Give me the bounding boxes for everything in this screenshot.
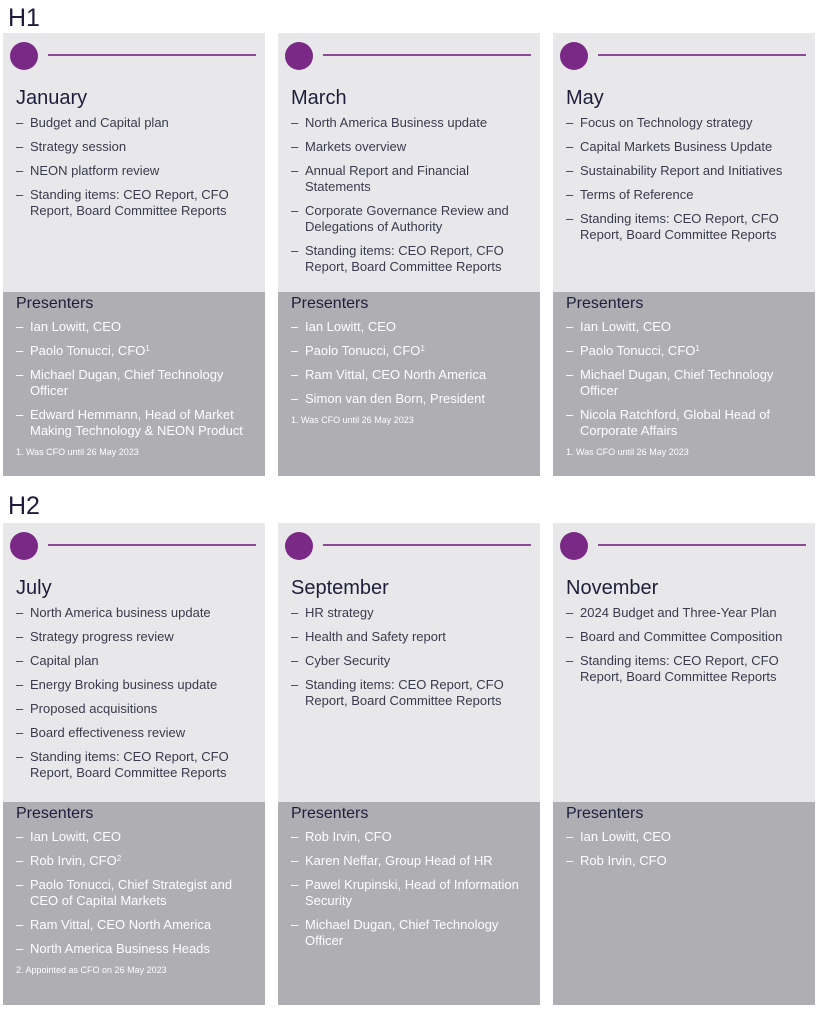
presenter-item xyxy=(291,319,528,335)
divider xyxy=(323,54,531,56)
month-title: November xyxy=(566,577,659,599)
presenter-item xyxy=(291,829,528,845)
presenters-heading: Presenters xyxy=(16,805,94,822)
presenter-name: Ian Lowitt, CEO xyxy=(30,829,122,844)
presenters-heading: Presenters xyxy=(16,295,94,312)
month-title: March xyxy=(291,87,347,109)
agenda-item: – Standing items: CEO Report, CFO Report, Board Committee Reports xyxy=(566,653,805,685)
presenters-list xyxy=(16,319,253,439)
presenter-name: Nicola Ratchford, Global Head of Corporate Affairs xyxy=(580,407,771,438)
presenters-panel xyxy=(3,292,265,476)
presenter-item xyxy=(291,917,528,949)
agenda-item: – Focus on Technology strategy xyxy=(566,115,805,131)
agenda-item: – Energy Broking business update xyxy=(16,677,255,693)
footnote: 1. Was CFO until 26 May 2023 xyxy=(16,447,139,457)
circle-icon xyxy=(560,42,588,70)
presenter-name: Ian Lowitt, CEO xyxy=(580,319,672,334)
agenda-item: – NEON platform review xyxy=(16,163,255,179)
agenda-item: – Sustainability Report and Initiatives xyxy=(566,163,805,179)
month-card xyxy=(3,33,265,476)
agenda-item: – Standing items: CEO Report, CFO Report, Board Committee Reports xyxy=(291,677,530,709)
agenda-list xyxy=(16,605,255,789)
agenda-item: – North America Business update xyxy=(291,115,530,131)
agenda-panel xyxy=(3,523,265,802)
circle-icon xyxy=(285,532,313,560)
presenter-item xyxy=(566,367,803,399)
presenter-name: Ian Lowitt, CEO xyxy=(580,829,672,844)
presenter-name: Ian Lowitt, CEO xyxy=(30,319,122,334)
presenters-list xyxy=(566,319,803,439)
presenter-item xyxy=(566,343,803,359)
presenter-item xyxy=(16,343,253,359)
presenter-name: Paolo Tonucci, CFO xyxy=(580,343,696,358)
agenda-list xyxy=(291,605,530,717)
month-card xyxy=(553,523,815,1005)
footnote-marker: 1 xyxy=(145,344,150,353)
presenter-item xyxy=(16,319,253,335)
agenda-item: – Proposed acquisitions xyxy=(16,701,255,717)
presenters-list xyxy=(16,829,253,957)
agenda-item: – Capital Markets Business Update xyxy=(566,139,805,155)
presenter-name: Simon van den Born, President xyxy=(305,391,485,406)
divider xyxy=(323,544,531,546)
agenda-item: – Strategy progress review xyxy=(16,629,255,645)
presenter-item xyxy=(16,367,253,399)
agenda-item: – Markets overview xyxy=(291,139,530,155)
divider xyxy=(48,544,256,546)
footnote-marker: 1 xyxy=(420,344,425,353)
presenter-item xyxy=(16,407,253,439)
month-card xyxy=(553,33,815,476)
agenda-item: – Board and Committee Composition xyxy=(566,629,805,645)
circle-icon xyxy=(285,42,313,70)
agenda-item: – North America business update xyxy=(16,605,255,621)
agenda-item: – Annual Report and Financial Statements xyxy=(291,163,530,195)
presenter-name: Michael Dugan, Chief Technology Officer xyxy=(305,917,499,948)
presenters-panel xyxy=(278,292,540,476)
presenter-item xyxy=(566,319,803,335)
divider xyxy=(48,54,256,56)
presenter-name: Paolo Tonucci, Chief Strategist and CEO of Capital Markets xyxy=(30,877,233,908)
footnote: 1. Was CFO until 26 May 2023 xyxy=(566,447,689,457)
agenda-item: – Standing items: CEO Report, CFO Report, Board Committee Reports xyxy=(16,749,255,781)
month-title: May xyxy=(566,87,604,109)
agenda-item: – Corporate Governance Review and Delegations of Authority xyxy=(291,203,530,235)
presenter-name: Paolo Tonucci, CFO xyxy=(305,343,421,358)
presenter-name: Ian Lowitt, CEO xyxy=(305,319,397,334)
presenter-name: Rob Irvin, CFO xyxy=(30,853,117,868)
agenda-item: – Budget and Capital plan xyxy=(16,115,255,131)
presenter-item xyxy=(291,367,528,383)
agenda-item: – Terms of Reference xyxy=(566,187,805,203)
agenda-item: – Strategy session xyxy=(16,139,255,155)
presenters-heading: Presenters xyxy=(291,295,369,312)
agenda-panel xyxy=(553,523,815,802)
presenter-item xyxy=(291,391,528,407)
presenters-heading: Presenters xyxy=(566,295,644,312)
month-title: January xyxy=(16,87,88,109)
agenda-item: – HR strategy xyxy=(291,605,530,621)
presenter-name: Rob Irvin, CFO xyxy=(305,829,392,844)
agenda-list xyxy=(566,115,805,251)
presenter-item xyxy=(16,917,253,933)
presenters-panel xyxy=(553,292,815,476)
month-title: July xyxy=(16,577,52,599)
h1-label: H1 xyxy=(8,4,40,32)
agenda-item: – Board effectiveness review xyxy=(16,725,255,741)
month-card xyxy=(278,523,540,1005)
agenda-item: – Standing items: CEO Report, CFO Report, Board Committee Reports xyxy=(291,243,530,275)
presenter-name: Michael Dugan, Chief Technology Officer xyxy=(580,367,774,398)
footnote: 1. Was CFO until 26 May 2023 xyxy=(291,415,414,425)
agenda-panel xyxy=(278,33,540,292)
presenters-heading: Presenters xyxy=(291,805,369,822)
presenter-item xyxy=(16,829,253,845)
agenda-item: – 2024 Budget and Three-Year Plan xyxy=(566,605,805,621)
footnote-marker: 2 xyxy=(116,854,122,863)
divider xyxy=(598,54,806,56)
presenter-name: North America Business Heads xyxy=(30,941,210,956)
h2-label: H2 xyxy=(8,492,40,520)
divider xyxy=(598,544,806,546)
circle-icon xyxy=(10,42,38,70)
presenter-name: Ram Vittal, CEO North America xyxy=(30,917,212,932)
presenter-item xyxy=(566,853,803,869)
agenda-item: – Standing items: CEO Report, CFO Report, Board Committee Reports xyxy=(566,211,805,243)
footnote-marker: 1 xyxy=(695,344,700,353)
presenter-item xyxy=(16,877,253,909)
presenter-item xyxy=(566,829,803,845)
presenter-item xyxy=(16,941,253,957)
presenter-name: Paolo Tonucci, CFO xyxy=(30,343,146,358)
presenter-item xyxy=(291,853,528,869)
agenda-item: – Capital plan xyxy=(16,653,255,669)
agenda-panel xyxy=(3,33,265,292)
presenters-list xyxy=(291,319,528,407)
circle-icon xyxy=(560,532,588,560)
month-card xyxy=(3,523,265,1005)
agenda-list xyxy=(566,605,805,693)
agenda-list xyxy=(16,115,255,227)
agenda-panel xyxy=(278,523,540,802)
presenter-name: Rob Irvin, CFO xyxy=(580,853,667,868)
agenda-list xyxy=(291,115,530,283)
circle-icon xyxy=(10,532,38,560)
footnote: 2. Appointed as CFO on 26 May 2023 xyxy=(16,965,167,975)
agenda-item: – Standing items: CEO Report, CFO Report, Board Committee Reports xyxy=(16,187,255,219)
presenter-item xyxy=(291,343,528,359)
agenda-item: – Cyber Security xyxy=(291,653,530,669)
presenter-name: Pawel Krupinski, Head of Information Security xyxy=(305,877,519,908)
presenter-item xyxy=(291,877,528,909)
presenter-name: Karen Neffar, Group Head of HR xyxy=(305,853,493,868)
presenter-name: Michael Dugan, Chief Technology Officer xyxy=(30,367,224,398)
presenters-panel xyxy=(278,802,540,1005)
presenters-list xyxy=(291,829,528,949)
presenters-list xyxy=(566,829,803,869)
presenters-panel xyxy=(3,802,265,1005)
month-title: September xyxy=(291,577,389,599)
month-card xyxy=(278,33,540,476)
presenter-item xyxy=(16,853,253,869)
agenda-panel xyxy=(553,33,815,292)
presenter-name: Ram Vittal, CEO North America xyxy=(305,367,487,382)
presenters-panel xyxy=(553,802,815,1005)
presenters-heading: Presenters xyxy=(566,805,644,822)
presenter-item xyxy=(566,407,803,439)
agenda-item: – Health and Safety report xyxy=(291,629,530,645)
presenter-name: Edward Hemmann, Head of Market Making Technology & NEON Product xyxy=(30,407,243,438)
